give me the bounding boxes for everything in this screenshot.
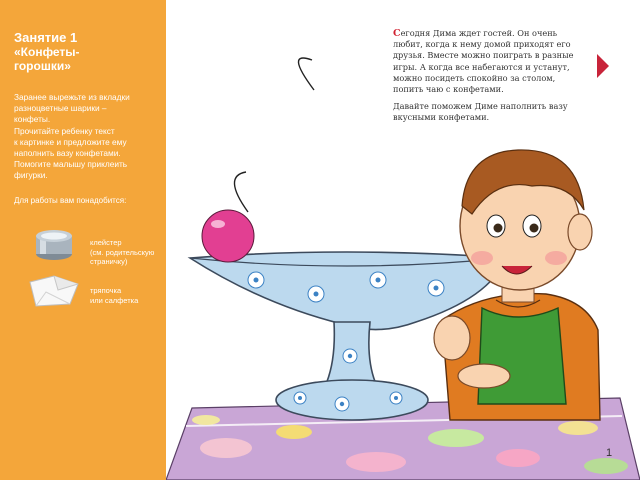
story-text bbox=[393, 28, 588, 130]
instructions-text bbox=[14, 92, 159, 182]
materials-title: Для работы вам понадобится: bbox=[14, 196, 127, 205]
story-paragraph-text: егодня Дима ждет гостей. Он очень любит, когда к нему домой приходят его друзья. Вместе можно поиграть в разные игры. А когда все набегаются и устанут, можно посидеть спокойно за столом, попить чаю с конфетами. bbox=[393, 28, 574, 95]
instruction-line: наполнить вазу конфетами. bbox=[14, 148, 121, 159]
lesson-sidebar bbox=[0, 0, 166, 480]
instruction-line: Заранее вырежьте из вкладки bbox=[14, 92, 130, 102]
glue-label-line: страничку) bbox=[90, 257, 128, 266]
lesson-subtitle bbox=[14, 45, 80, 73]
napkin-icon bbox=[24, 272, 82, 310]
glue-jar-icon bbox=[30, 226, 78, 262]
instruction-line: фигурки. bbox=[14, 170, 48, 181]
page-number: 1 bbox=[606, 447, 613, 459]
glue-label-line: (см. родительскую bbox=[90, 247, 155, 257]
instruction-line: конфеты. bbox=[14, 114, 51, 125]
napkin-label-line: или салфетка bbox=[90, 295, 139, 305]
instruction-line: к картинке и предложите ему bbox=[14, 136, 127, 147]
napkin-label-line: тряпочка bbox=[90, 286, 122, 295]
glue-label bbox=[90, 238, 162, 267]
motion-arcs bbox=[234, 58, 314, 212]
story-dropcap: С bbox=[393, 28, 401, 39]
lesson-subtitle-line: горошки» bbox=[14, 59, 71, 73]
instruction-line: Помогите малышу приклеить bbox=[14, 159, 128, 170]
lesson-title: Занятие 1 bbox=[14, 30, 78, 45]
lesson-subtitle-line: «Конфеты- bbox=[14, 45, 80, 59]
instruction-line: разноцветные шарики – bbox=[14, 103, 107, 114]
story-paragraph bbox=[393, 28, 588, 95]
glue-label-line: клейстер bbox=[90, 238, 122, 247]
instruction-line: Прочитайте ребенку текст bbox=[14, 125, 115, 136]
candy-ball bbox=[202, 210, 254, 262]
napkin-label bbox=[90, 286, 162, 305]
story-paragraph: Давайте поможем Диме наполнить вазу вкусными конфетами. bbox=[393, 101, 568, 123]
next-page-arrow[interactable] bbox=[597, 54, 609, 78]
